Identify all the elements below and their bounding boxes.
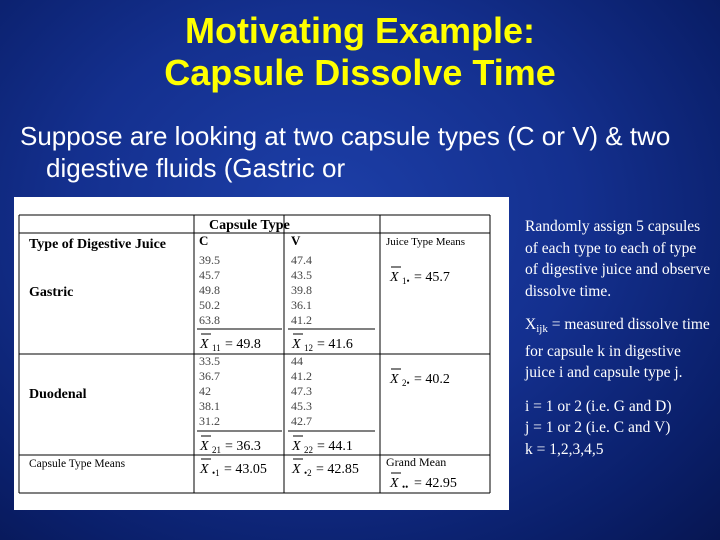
svg-text:X: X [292,337,301,352]
svg-text:= 36.3: = 36.3 [225,439,261,454]
grand-mean [389,473,457,492]
svg-text:X: X [200,462,209,477]
note-index-i: i = 1 or 2 (i.e. G and D) [525,397,672,415]
note-randomization: Randomly assign 5 capsules of each type to each of type of digestive juice and observe dissolve time. [525,218,711,300]
table-cell: 39.5 [199,253,220,267]
svg-text:X: X [200,337,209,352]
col-header-c: C [199,233,209,248]
table-cell: 41.2 [291,369,312,383]
table-cell: 63.8 [199,313,220,327]
mean-duodenal [389,369,450,388]
svg-text:•1: •1 [212,468,220,478]
svg-text:X: X [390,270,399,285]
juice-type-header: Type of Digestive Juice [29,237,166,252]
row-label-duodenal: Duodenal [29,387,87,402]
note-xijk [525,314,713,384]
mean-gastric [389,267,450,286]
mean-capsule-v [291,459,359,478]
note-index-j: j = 1 or 2 (i.e. C and V) [525,419,671,436]
svg-text:= 41.6: = 41.6 [317,337,353,352]
mean-gastric-c [199,334,261,353]
col-header-v: V [291,233,301,248]
intro-text: Suppose are looking at two capsule types (C or V) & two digestive fluids (Gastric or [20,121,671,183]
row-label-capsule-means: Capsule Type Means [29,458,126,470]
table-cell: 45.3 [291,399,312,413]
svg-text:= 42.85: = 42.85 [316,462,359,477]
col-header-juice-means: Juice Type Means [386,236,466,248]
svg-text:= 49.8: = 49.8 [225,337,261,352]
svg-text:•2: •2 [304,468,312,478]
svg-text:= 44.1: = 44.1 [317,439,353,454]
xijk-definition: = measured dissolve time for capsule k in digestive juice i and capsule type j. [525,316,710,381]
data-table [14,197,509,510]
table-cell: 42 [199,384,211,398]
table-cell: 45.7 [199,268,220,282]
table-cell: 38.1 [199,399,220,413]
svg-text:22: 22 [304,445,313,455]
table-graphic [14,197,509,510]
table-cell: 50.2 [199,298,220,312]
svg-text:••: •• [402,482,409,492]
row-label-gastric: Gastric [29,285,74,300]
xijk-subscript: ijk [536,323,548,335]
svg-text:1•: 1• [402,276,410,286]
table-cell: 36.1 [291,298,312,312]
capsule-type-header: Capsule Type [209,218,290,233]
mean-gastric-v [291,334,353,353]
grand-mean-label: Grand Mean [386,455,447,469]
svg-text:= 40.2: = 40.2 [414,372,450,387]
svg-text:11: 11 [212,343,221,353]
duodenal-v-values [291,354,312,428]
table-cell: 43.5 [291,268,312,282]
table-cell: 36.7 [199,369,220,383]
gastric-c-values [199,253,220,327]
table-cell: 44 [291,354,303,368]
title-line-2: Capsule Dissolve Time [164,52,556,93]
xijk-symbol: X [525,316,537,333]
slide-title [0,10,720,94]
mean-duodenal-v [291,436,353,455]
title-line-1: Motivating Example: [184,10,536,51]
table-cell: 42.7 [291,414,312,428]
table-cell: 33.5 [199,354,220,368]
table-cell: 47.3 [291,384,312,398]
svg-text:X: X [292,462,301,477]
duodenal-c-values [199,354,220,428]
svg-text:X: X [292,439,301,454]
svg-text:= 42.95: = 42.95 [414,476,457,491]
svg-text:= 45.7: = 45.7 [414,270,450,285]
gastric-v-values [291,253,312,327]
table-cell: 41.2 [291,313,312,327]
svg-text:12: 12 [304,343,313,353]
side-notes [525,216,713,460]
svg-text:2•: 2• [402,378,410,388]
mean-capsule-c [199,459,267,478]
mean-duodenal-c [199,436,261,455]
table-cell: 47.4 [291,253,312,267]
svg-text:= 43.05: = 43.05 [224,462,267,477]
svg-text:X: X [390,372,399,387]
svg-text:X: X [390,476,399,491]
svg-text:21: 21 [212,445,221,455]
table-cell: 31.2 [199,414,220,428]
table-cell: 39.8 [291,283,312,297]
note-index-k: k = 1,2,3,4,5 [525,440,604,458]
table-cell: 49.8 [199,283,220,297]
svg-text:X: X [200,439,209,454]
